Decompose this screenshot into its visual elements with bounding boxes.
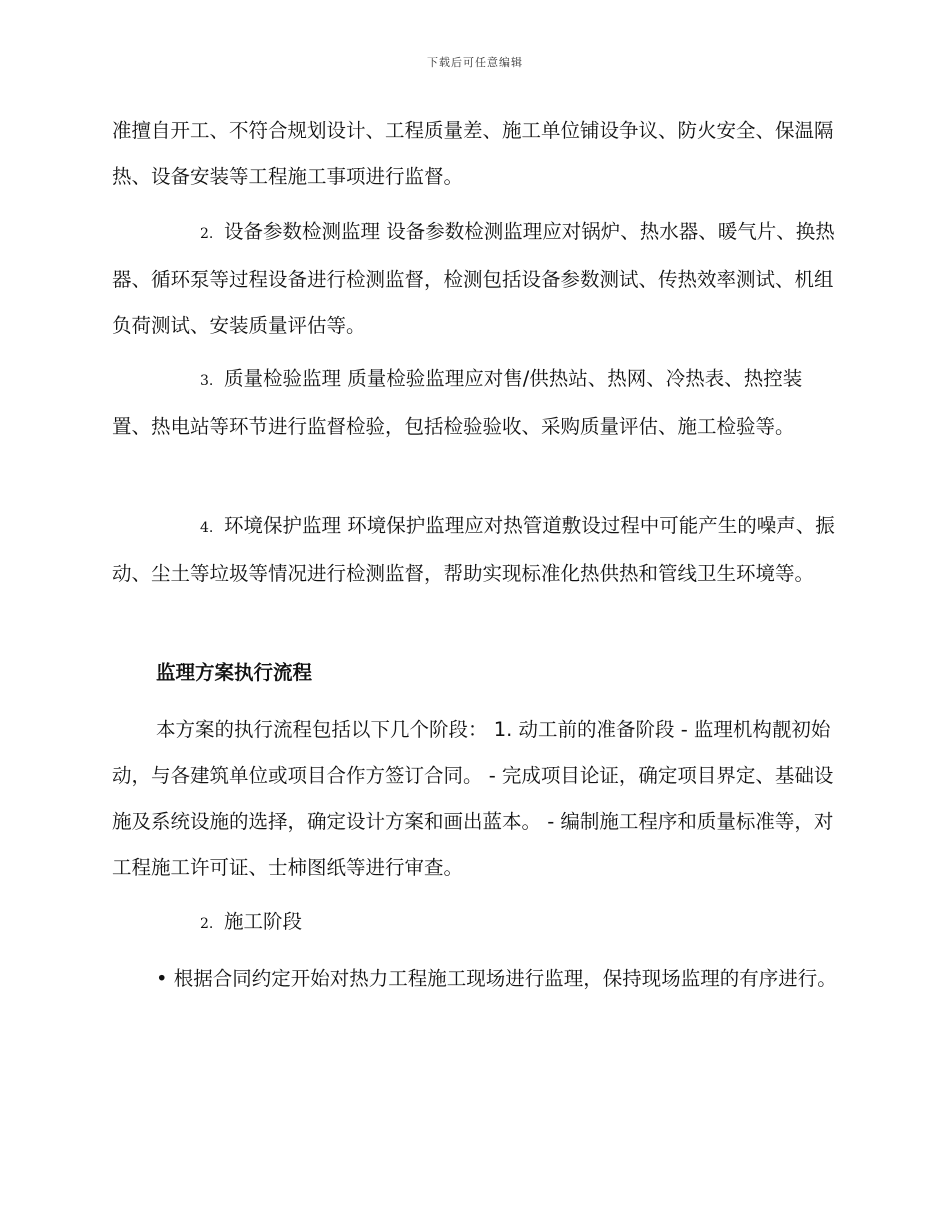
page-header: 下载后可任意编辑 [427,56,523,69]
list-item-2 [112,209,840,349]
list-number: 4. [200,520,214,536]
list-item-text: 质量检验监理 质量检验监理应对售/供热站、热网、冷热表、热控装置、热电站等环节进行监督检验，包括检验验收、采购质量评估、施工检验等。 [112,367,803,438]
list-item-stage-2 [112,899,840,947]
paragraph-process: 本方案的执行流程包括以下几个阶段： 1. 动工前的准备阶段 - 监理机构靓初始动，与各建筑单位或项目合作方签订合同。 - 完成项目论证，确定项目界定、基础设施及系统设施的选择，确定设计方案和画出蓝本。 - 编制施工程序和质量标准等，对工程施工许可证、士柿图纸等进行审查。 [112,718,834,879]
list-item-4 [112,503,840,597]
list-item-text: 施工阶段 [224,910,303,933]
list-item-3 [112,356,840,450]
bullet-paragraph: • 根据合同约定开始对热力工程施工现场进行监理，保持现场监理的有序进行。 [156,967,837,990]
list-item-text: 设备参数检测监理 设备参数检测监理应对锅炉、热水器、暖气片、换热器、循环泵等过程设备进行检测监督，检测包括设备参数测试、传热效率测试、机组负荷测试、安装质量评估等。 [112,220,835,337]
section-heading: 监理方案执行流程 [156,661,313,684]
list-item-text: 环境保护监理 环境保护监理应对热管道敷设过程中可能产生的噪声、振动、尘土等垃圾等情况进行检测监督，帮助实现标准化热供热和管线卫生环境等。 [112,514,835,585]
paragraph-continuation: 准擅自开工、不符合规划设计、工程质量差、施工单位铺设争议、防火安全、保温隔热、设备安装等工程施工事项进行监督。 [112,119,834,188]
list-number: 3. [200,373,214,389]
list-number: 2. [200,916,214,932]
list-number: 2. [200,226,214,242]
